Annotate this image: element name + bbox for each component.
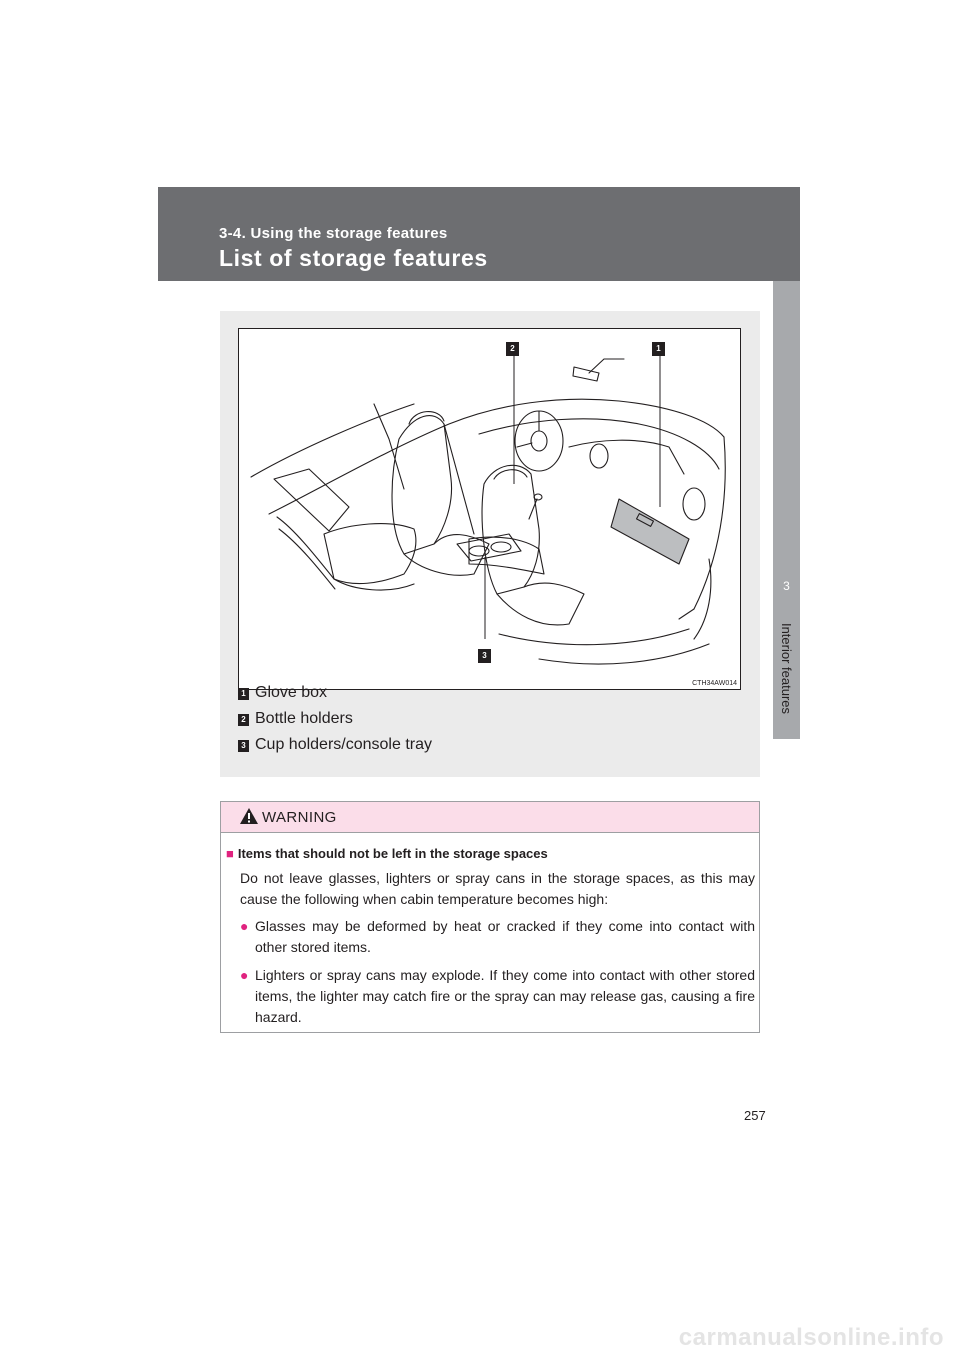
legend-text: Glove box xyxy=(255,684,328,701)
figure-panel xyxy=(220,311,760,777)
warning-triangle-icon xyxy=(239,807,259,825)
callout-badge-1: 1 xyxy=(656,344,661,353)
legend-item-glove-box xyxy=(238,684,327,702)
warning-box xyxy=(220,801,760,1033)
section-breadcrumb: 3-4. Using the storage features xyxy=(219,225,448,242)
warning-subheading xyxy=(226,846,548,861)
warning-bullet-glasses xyxy=(240,916,755,958)
chapter-label: Interior features xyxy=(779,622,794,715)
section-header xyxy=(158,187,800,281)
callout-badge-3: 3 xyxy=(482,651,487,660)
warning-subheading-text: Items that should not be left in the storage spaces xyxy=(237,846,548,861)
legend-badge: 2 xyxy=(238,714,249,726)
legend-text: Cup holders/console tray xyxy=(255,736,432,753)
car-interior-illustration xyxy=(238,328,741,690)
warning-heading: WARNING xyxy=(262,809,337,826)
round-bullet-icon: ● xyxy=(240,918,249,934)
chapter-side-tab[interactable] xyxy=(773,281,800,739)
square-bullet-icon: ■ xyxy=(226,846,234,861)
legend-item-bottle-holders xyxy=(238,710,353,728)
watermark-text: carmanualsonline.info xyxy=(678,1324,944,1351)
chapter-number: 3 xyxy=(783,579,790,593)
car-interior-drawing xyxy=(239,329,740,689)
callout-badges xyxy=(478,342,665,663)
warning-intro: Do not leave glasses, lighters or spray cans in the storage spaces, as this may cause the following when cabin temperature becomes high: xyxy=(240,870,755,907)
page-number: 257 xyxy=(744,1108,766,1123)
warning-header xyxy=(221,802,759,833)
page-title: List of storage features xyxy=(219,245,488,271)
warning-bullet-lighters xyxy=(240,965,755,1028)
legend-text: Bottle holders xyxy=(255,710,353,727)
legend-item-cup-holders xyxy=(238,736,432,754)
legend-badge: 3 xyxy=(238,740,249,752)
bullet-text: Lighters or spray cans may explode. If they come into contact with other stored items, the lighter may catch fire or the spray can may release gas, causing a fire hazard. xyxy=(255,967,755,1025)
legend-badge: 1 xyxy=(238,688,249,700)
watermark xyxy=(0,1318,960,1358)
callout-badge-2: 2 xyxy=(510,344,515,353)
figure-code: CTH34AW014 xyxy=(692,680,737,687)
round-bullet-icon: ● xyxy=(240,967,249,983)
bullet-text: Glasses may be deformed by heat or cracked if they come into contact with other stored items. xyxy=(255,918,755,955)
